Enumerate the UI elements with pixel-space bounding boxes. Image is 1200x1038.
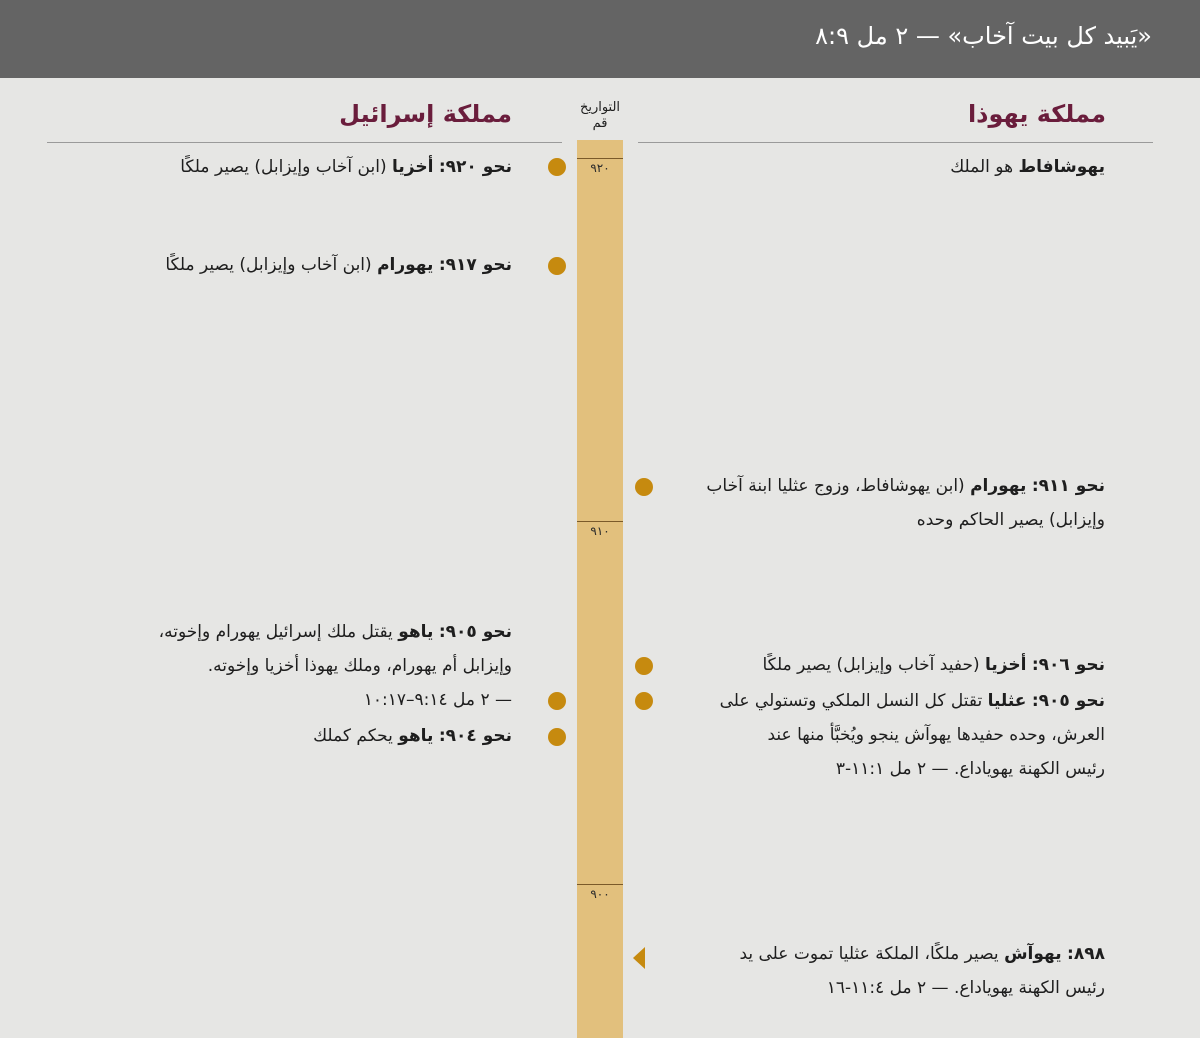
judah-event <box>685 937 1105 1005</box>
event-text: (ابن يهوشافاط، وزوج عثليا ابنة آخاب <box>706 476 965 496</box>
event-citation: — ٢ مل ٩:١٤–١٠:١٧ <box>363 690 512 710</box>
judah-event <box>685 469 1105 537</box>
israel-heading-rule <box>47 142 562 143</box>
event-date: ٨٩٨: <box>1067 944 1105 964</box>
event-date: نحو ٩٠٦: <box>1031 655 1105 675</box>
judah-event <box>685 684 1105 786</box>
timeline-caption <box>560 100 640 132</box>
event-person: يهوآش <box>1004 944 1062 964</box>
event-text: هو الملك <box>950 157 1014 177</box>
event-text-line2: وإيزابل أم يهورام، وملك يهوذا أخزيا وإخوته. <box>207 656 512 676</box>
event-date: نحو ٩٠٤: <box>438 726 512 746</box>
event-text-line2: وإيزابل) يصير الحاكم وحده <box>916 510 1105 530</box>
judah-heading-rule <box>638 142 1153 143</box>
judah-heading: مملكة يهوذا <box>967 100 1106 128</box>
header-bar <box>0 0 1200 78</box>
event-person: أخزيا <box>392 157 434 177</box>
israel-event-marker <box>548 728 566 746</box>
timeline-tick-920 <box>577 158 623 159</box>
timeline-tick-910 <box>577 521 623 522</box>
event-line <box>685 937 1105 971</box>
event-date: نحو ٩١١: <box>1031 476 1105 496</box>
israel-event-marker <box>548 158 566 176</box>
event-date: نحو ٩٢٠: <box>438 157 512 177</box>
event-person: ياهو <box>398 726 434 746</box>
event-text: (ابن آخاب وإيزابل) يصير ملكًا <box>180 157 387 177</box>
event-text-line2: العرش، وحده حفيدها يهوآش ينجو ويُخبَّأ منها عند <box>767 725 1105 745</box>
event-line <box>685 469 1105 503</box>
event-line <box>685 684 1105 718</box>
event-text: (ابن آخاب وإيزابل) يصير ملكًا <box>165 255 372 275</box>
judah-event <box>685 648 1105 682</box>
israel-event-marker <box>548 257 566 275</box>
event-person: أخزيا <box>985 655 1027 675</box>
event-person: يهورام <box>377 255 434 275</box>
event-person: يهورام <box>970 476 1027 496</box>
judah-event <box>685 150 1105 184</box>
event-text: يقتل ملك إسرائيل يهورام وإخوته، <box>158 622 393 642</box>
event-text: تقتل كل النسل الملكي وتستولي على <box>719 691 983 711</box>
timeline-caption-dates: التواريخ <box>579 100 621 115</box>
event-citation: رئيس الكهنة يهوياداع. — ٢ مل ١١:١-٣ <box>835 759 1105 779</box>
event-text: يصير ملكًا، الملكة عثليا تموت على يد <box>739 944 999 964</box>
israel-event <box>42 248 512 282</box>
event-date: نحو ٩١٧: <box>438 255 512 275</box>
event-text: يحكم كملك <box>313 726 393 746</box>
event-person: عثليا <box>987 691 1027 711</box>
judah-event-marker <box>635 692 653 710</box>
event-person: ياهو <box>398 622 434 642</box>
judah-event-marker <box>635 478 653 496</box>
israel-heading: مملكة إسرائيل <box>339 100 512 128</box>
israel-event <box>42 719 512 753</box>
timeline-tick-900 <box>577 884 623 885</box>
israel-event <box>42 150 512 184</box>
israel-event <box>42 615 512 717</box>
event-text: (حفيد آخاب وإيزابل) يصير ملكًا <box>762 655 980 675</box>
event-person: يهوشافاط <box>1018 157 1105 177</box>
event-date: نحو ٩٠٥: <box>1031 691 1105 711</box>
event-date: نحو ٩٠٥: <box>438 622 512 642</box>
event-citation: رئيس الكهنة يهوياداع. — ٢ مل ١١:٤-١٦ <box>826 978 1105 998</box>
timeline-tick-label: ٩٠٠ <box>590 887 610 901</box>
timeline-tick-label: ٩٢٠ <box>590 161 610 175</box>
page-title: «يَبيد كل بيت آخاب» — ٢ مل ٨:٩ <box>815 22 1152 50</box>
judah-event-arrow-marker <box>633 947 645 969</box>
timeline-bar <box>577 140 623 1038</box>
timeline-caption-bce: قم <box>592 116 608 131</box>
judah-event-marker <box>635 657 653 675</box>
event-line <box>42 615 512 649</box>
timeline-tick-label: ٩١٠ <box>590 524 610 538</box>
israel-event-marker <box>548 692 566 710</box>
